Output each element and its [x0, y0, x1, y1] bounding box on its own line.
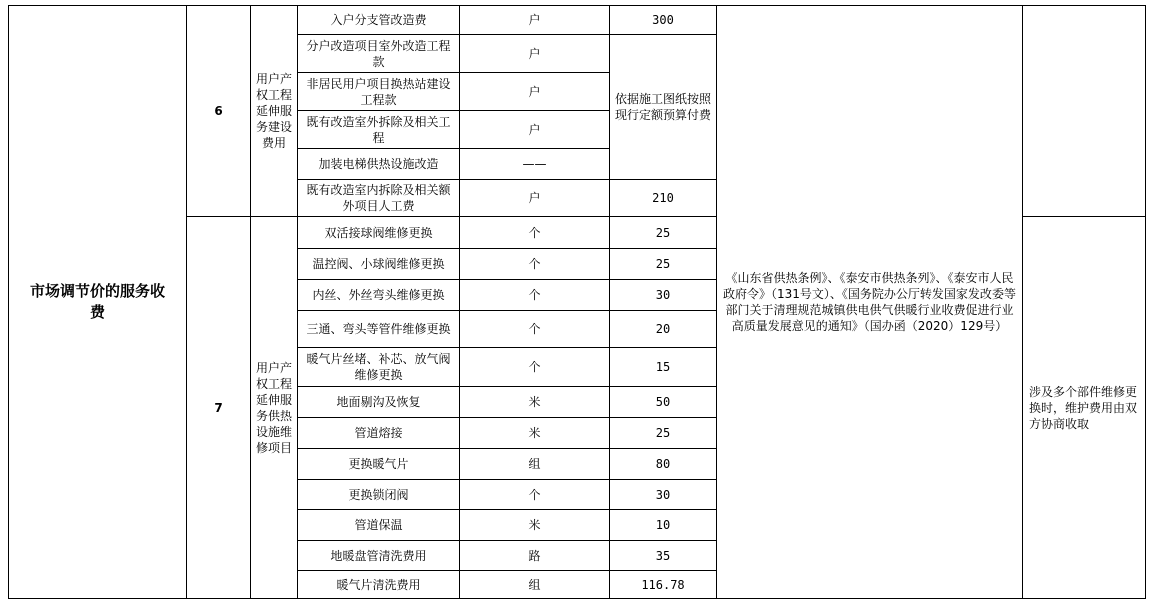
group-7-number: 7: [214, 400, 223, 415]
row-item: 更换锁闭阀: [348, 487, 409, 502]
row-unit: 户: [528, 84, 541, 99]
row-price: 50: [655, 395, 671, 409]
row-item: 管道熔接: [354, 426, 403, 440]
row-item: 既有改造室外拆除及相关工程: [306, 114, 451, 145]
row-unit: 个: [528, 322, 541, 336]
merged-price-note: 依据施工图纸按照现行定额预算付费: [614, 92, 711, 122]
row-unit: 个: [528, 487, 541, 502]
group-7-name: 用户产权工程延伸服务供热设施维修项目: [255, 360, 292, 455]
row-item: 温控阀、小球阀维修更换: [312, 257, 445, 271]
row-unit: 个: [528, 288, 541, 302]
group-6-number: 6: [214, 104, 223, 118]
row-price: 10: [655, 518, 671, 532]
row-item: 内丝、外丝弯头维修更换: [312, 288, 445, 302]
row-unit: 个: [528, 257, 541, 271]
row-unit: 个: [528, 360, 541, 374]
row-item: 暖气片清洗费用: [336, 578, 421, 592]
row-unit: 米: [528, 426, 541, 440]
row-price: 210: [652, 191, 674, 205]
row-unit: 米: [528, 395, 541, 409]
row-price: 116.78: [641, 578, 685, 592]
row-price: 80: [655, 457, 671, 471]
row-unit: 米: [528, 518, 541, 532]
basis-text: 《山东省供热条例》、《泰安市供热条列》、《泰安市人民政府令》（131号文）、《国务院办公厅转发国家发改委等部门关于清理规范城镇供电供气供暖行业收费促进行业高质量发展意见的通知》（国办函（2020）129号）: [723, 271, 1016, 333]
row-item: 入户分支管改造费: [330, 13, 427, 27]
row-item: 分户改造项目室外改造工程款: [306, 38, 451, 69]
row-unit: 户: [528, 122, 541, 137]
group-6-name: 用户产权工程延伸服务建设费用: [255, 72, 292, 150]
row-item: 非居民用户项目换热站建设工程款: [306, 76, 451, 107]
row-price: 20: [655, 322, 671, 336]
row-item: 更换暖气片: [348, 457, 409, 471]
row-price: 30: [655, 288, 671, 302]
row-unit: 组: [528, 457, 541, 471]
row-unit: 组: [528, 578, 541, 592]
row-unit: ——: [522, 157, 547, 171]
row-item: 地暖盘管清洗费用: [330, 548, 427, 563]
row-unit: 路: [528, 548, 541, 563]
row-price: 35: [655, 548, 671, 563]
row-item: 暖气片丝堵、补芯、放气阀维修更换: [306, 352, 451, 382]
row-item: 既有改造室内拆除及相关额外项目人工费: [306, 183, 451, 213]
row-price: 25: [655, 225, 671, 240]
row-item: 管道保温: [354, 518, 403, 532]
row-unit: 个: [528, 225, 541, 240]
row-item: 双活接球阀维修更换: [324, 225, 433, 240]
row-unit: 户: [528, 46, 541, 61]
row-unit: 户: [528, 191, 541, 205]
row-price: 30: [655, 487, 671, 502]
row-item: 加装电梯供热设施改造: [318, 157, 439, 171]
row-item: 三通、弯头等管件维修更换: [306, 322, 451, 336]
remark-text: 涉及多个部件维修更换时，维护费用由双方协商收取: [1029, 384, 1138, 431]
category-cell: 市场调节价的服务收费: [29, 282, 165, 321]
row-price: 25: [655, 257, 671, 271]
row-price: 300: [652, 13, 674, 27]
row-item: 地面剔沟及恢复: [336, 395, 421, 409]
row-price: 15: [655, 360, 671, 374]
row-unit: 户: [528, 13, 541, 27]
row-price: 25: [655, 426, 671, 440]
